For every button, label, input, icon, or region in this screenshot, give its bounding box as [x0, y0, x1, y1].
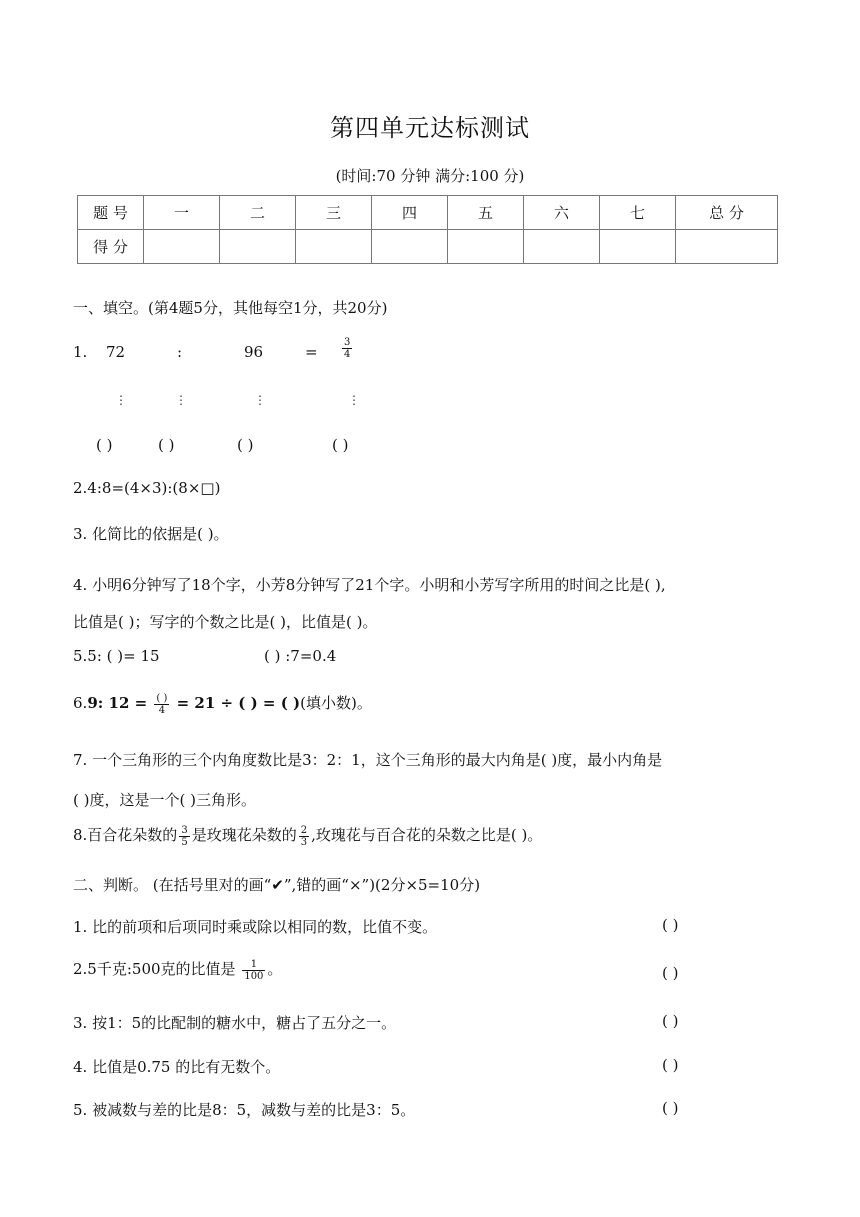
- header-cell: 一: [144, 196, 220, 230]
- q4-text-line1: 4. 小明6分钟写了18个字，小芳8分钟写了21个字。小明和小芳写字所用的时间之比是( ),: [73, 576, 666, 594]
- score-cell[interactable]: [296, 230, 372, 264]
- q1-value-a: 72: [106, 343, 126, 361]
- score-table-score-row: [78, 230, 778, 264]
- judge-answer-4[interactable]: ( ): [662, 1056, 679, 1074]
- q1-blank[interactable]: ( ): [237, 436, 254, 454]
- q1-blank[interactable]: ( ): [332, 436, 349, 454]
- judge-answer-5[interactable]: ( ): [662, 1099, 679, 1117]
- section2-heading: 二、判断。 (在括号里对的画“✔”,错的画“×”)(2分×5=10分): [73, 876, 481, 894]
- header-cell: 题 号: [78, 196, 144, 230]
- q8-text: [73, 824, 542, 848]
- q1-blank[interactable]: ( ): [96, 436, 113, 454]
- judge-item-2-fraction-denominator: 100: [244, 970, 264, 982]
- q5-part-a: 5.5: ( )= 15: [73, 647, 160, 665]
- q1-dots: ⋮: [115, 393, 127, 407]
- judge-answer-3[interactable]: ( ): [662, 1012, 679, 1030]
- judge-answer-1[interactable]: ( ): [662, 916, 679, 934]
- q1-number: 1.: [73, 343, 88, 361]
- q5-part-b: ( ) :7=0.4: [264, 647, 337, 665]
- q6-number: 6.: [73, 694, 88, 712]
- q3-text: 3. 化简比的依据是( )。: [73, 525, 229, 543]
- score-cell[interactable]: [372, 230, 448, 264]
- q8-fraction1-numerator: 3: [181, 824, 188, 836]
- q7-text-line2: ( )度，这是一个( )三角形。: [73, 791, 256, 809]
- q6-equation: [73, 692, 372, 716]
- score-row-label: 得 分: [78, 230, 144, 264]
- score-cell[interactable]: [600, 230, 676, 264]
- q1-blank[interactable]: ( ): [158, 436, 175, 454]
- header-cell: 六: [524, 196, 600, 230]
- header-cell: 七: [600, 196, 676, 230]
- score-table-header-row: [78, 196, 778, 230]
- q2-text: 2.4:8=(4×3):(8×□): [73, 479, 221, 497]
- q8-part-c: ,玫瑰花与百合花的朵数之比是( )。: [311, 826, 543, 844]
- q8-part-a: 8.百合花朵数的: [73, 826, 178, 844]
- exam-info: (时间:70 分钟 满分:100 分): [335, 167, 525, 185]
- header-cell: 四: [372, 196, 448, 230]
- score-cell[interactable]: [144, 230, 220, 264]
- score-cell[interactable]: [448, 230, 524, 264]
- judge-item-2: [73, 958, 282, 982]
- q8-fraction1-denominator: 5: [181, 836, 188, 848]
- q1-colon: :: [177, 343, 183, 361]
- header-cell: 五: [448, 196, 524, 230]
- q7-text-line1: 7. 一个三角形的三个内角度数比是3：2：1，这个三角形的最大内角是( )度，最小内角是: [73, 751, 663, 769]
- q4-text-line2: 比值是( )；写字的个数之比是( )，比值是( )。: [73, 613, 378, 631]
- judge-item-2-fraction-numerator: 1: [242, 959, 265, 971]
- q1-fraction: [340, 337, 354, 360]
- q8-part-b: 是玫瑰花朵数的: [191, 826, 297, 844]
- judge-item-5: 5. 被减数与差的比是8：5，减数与差的比是3：5。: [73, 1101, 416, 1119]
- q6-fraction-denominator: 4: [158, 704, 166, 716]
- score-table: [77, 195, 778, 264]
- judge-item-4: 4. 比值是0.75 的比有无数个。: [73, 1058, 281, 1076]
- q1-dots: ⋮: [175, 393, 187, 407]
- q1-equals: =: [305, 343, 318, 361]
- q1-value-b: 96: [244, 343, 264, 361]
- judge-item-2-suffix: 。: [267, 960, 283, 978]
- q6-ratio: 9: 12 =: [87, 694, 153, 712]
- page-title: 第四单元达标测试: [330, 114, 530, 142]
- q6-fraction-numerator: ( ): [156, 692, 168, 704]
- score-cell[interactable]: [220, 230, 296, 264]
- judge-item-3: 3. 按1：5的比配制的糖水中，糖占了五分之一。: [73, 1014, 397, 1032]
- q8-fraction2-numerator: 2: [300, 824, 308, 836]
- q1-dots: ⋮: [254, 393, 266, 407]
- q6-expression: = 21 ÷ ( ) = ( ): [171, 694, 301, 712]
- header-cell: 二: [220, 196, 296, 230]
- section1-heading: 一、填空。(第4题5分，其他每空1分，共20分): [73, 299, 388, 317]
- q8-fraction2-denominator: 3: [300, 836, 308, 848]
- score-cell[interactable]: [676, 230, 778, 264]
- score-cell[interactable]: [524, 230, 600, 264]
- q6-note: (填小数)。: [300, 694, 372, 712]
- q1-fraction-denominator: 4: [344, 349, 351, 360]
- header-cell: 三: [296, 196, 372, 230]
- q1-dots: ⋮: [348, 393, 360, 407]
- q1-fraction-numerator: 3: [344, 337, 351, 348]
- judge-item-2-text: 2.5千克:500克的比值是: [73, 960, 236, 978]
- judge-answer-2[interactable]: ( ): [662, 964, 679, 982]
- header-cell: 总 分: [676, 196, 778, 230]
- judge-item-1: 1. 比的前项和后项同时乘或除以相同的数，比值不变。: [73, 918, 438, 936]
